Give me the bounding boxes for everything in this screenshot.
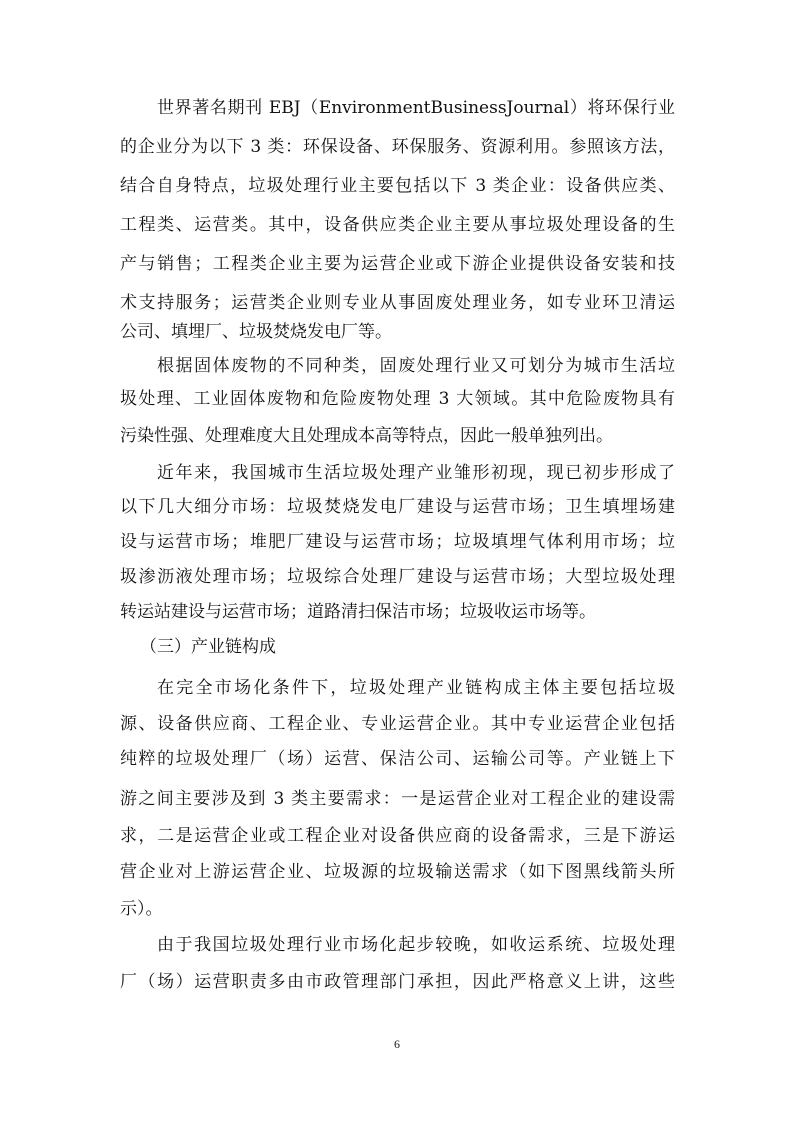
paragraph-line: 圾渗沥液处理市场；垃圾综合处理厂建设与运营市场；大型垃圾处理	[120, 567, 675, 587]
paragraph-line: 产与销售；工程类企业主要为运营企业或下游企业提供设备安装和技	[120, 254, 675, 274]
paragraph-line: 以下几大细分市场：垃圾焚烧发电厂建设与运营市场；卫生填埋场建	[120, 497, 675, 517]
paragraph-line: 术支持服务；运营类企业则专业从事固废处理业务，如专业环卫清运	[120, 293, 675, 313]
paragraph-line: 游之间主要涉及到 3 类主要需求：一是运营企业对工程企业的建设需	[120, 789, 675, 809]
paragraph-line: 转运站建设与运营市场；道路清扫保洁市场；垃圾收运市场等。	[120, 602, 596, 622]
paragraph-line: 工程类、运营类。其中，设备供应类企业主要从事垃圾处理设备的生	[120, 215, 675, 235]
section-heading: （三）产业链构成	[140, 637, 276, 657]
paragraph-line: 污染性强、处理难度大且处理成本高等特点，因此一般单独列出。	[120, 426, 613, 446]
paragraph-line: 在完全市场化条件下，垃圾处理产业链构成主体主要包括垃圾	[157, 678, 675, 698]
page-number: 6	[394, 1037, 400, 1051]
paragraph-line: 纯粹的垃圾处理厂（场）运营、保洁公司、运输公司等。产业链上下	[120, 749, 675, 769]
paragraph-line: 由于我国垃圾处理行业市场化起步较晚，如收运系统、垃圾处理	[157, 935, 675, 955]
paragraph-line: 根据固体废物的不同种类，固废处理行业又可划分为城市生活垃	[157, 356, 675, 376]
paragraph-line: 的企业分为以下 3 类：环保设备、环保服务、资源利用。参照该方法，	[120, 137, 675, 157]
paragraph-line: 源、设备供应商、工程企业、专业运营企业。其中专业运营企业包括	[120, 714, 675, 734]
paragraph-line: 厂（场）运营职责多由市政管理部门承担，因此严格意义上讲，这些	[120, 972, 675, 992]
paragraph-line: 世界著名期刊 EBJ（EnvironmentBusinessJournal）将环保行业	[157, 98, 675, 118]
paragraph-line: 结合自身特点，垃圾处理行业主要包括以下 3 类企业：设备供应类、	[120, 176, 675, 196]
paragraph-line: 近年来，我国城市生活垃圾处理产业雏形初现，现已初步形成了	[157, 463, 675, 483]
paragraph-line: 公司、填埋厂、垃圾焚烧发电厂等。	[120, 322, 392, 342]
paragraph-line: 营企业对上游运营企业、垃圾源的垃圾输送需求（如下图黑线箭头所	[120, 862, 675, 882]
paragraph-line: 圾处理、工业固体废物和危险废物处理 3 大领域。其中危险废物具有	[120, 389, 675, 409]
paragraph-line: 示）。	[120, 899, 163, 919]
paragraph-line: 设与运营市场；堆肥厂建设与运营市场；垃圾填埋气体利用市场；垃	[120, 532, 675, 552]
paragraph-line: 求，二是运营企业或工程企业对设备供应商的设备需求，三是下游运	[120, 826, 675, 846]
